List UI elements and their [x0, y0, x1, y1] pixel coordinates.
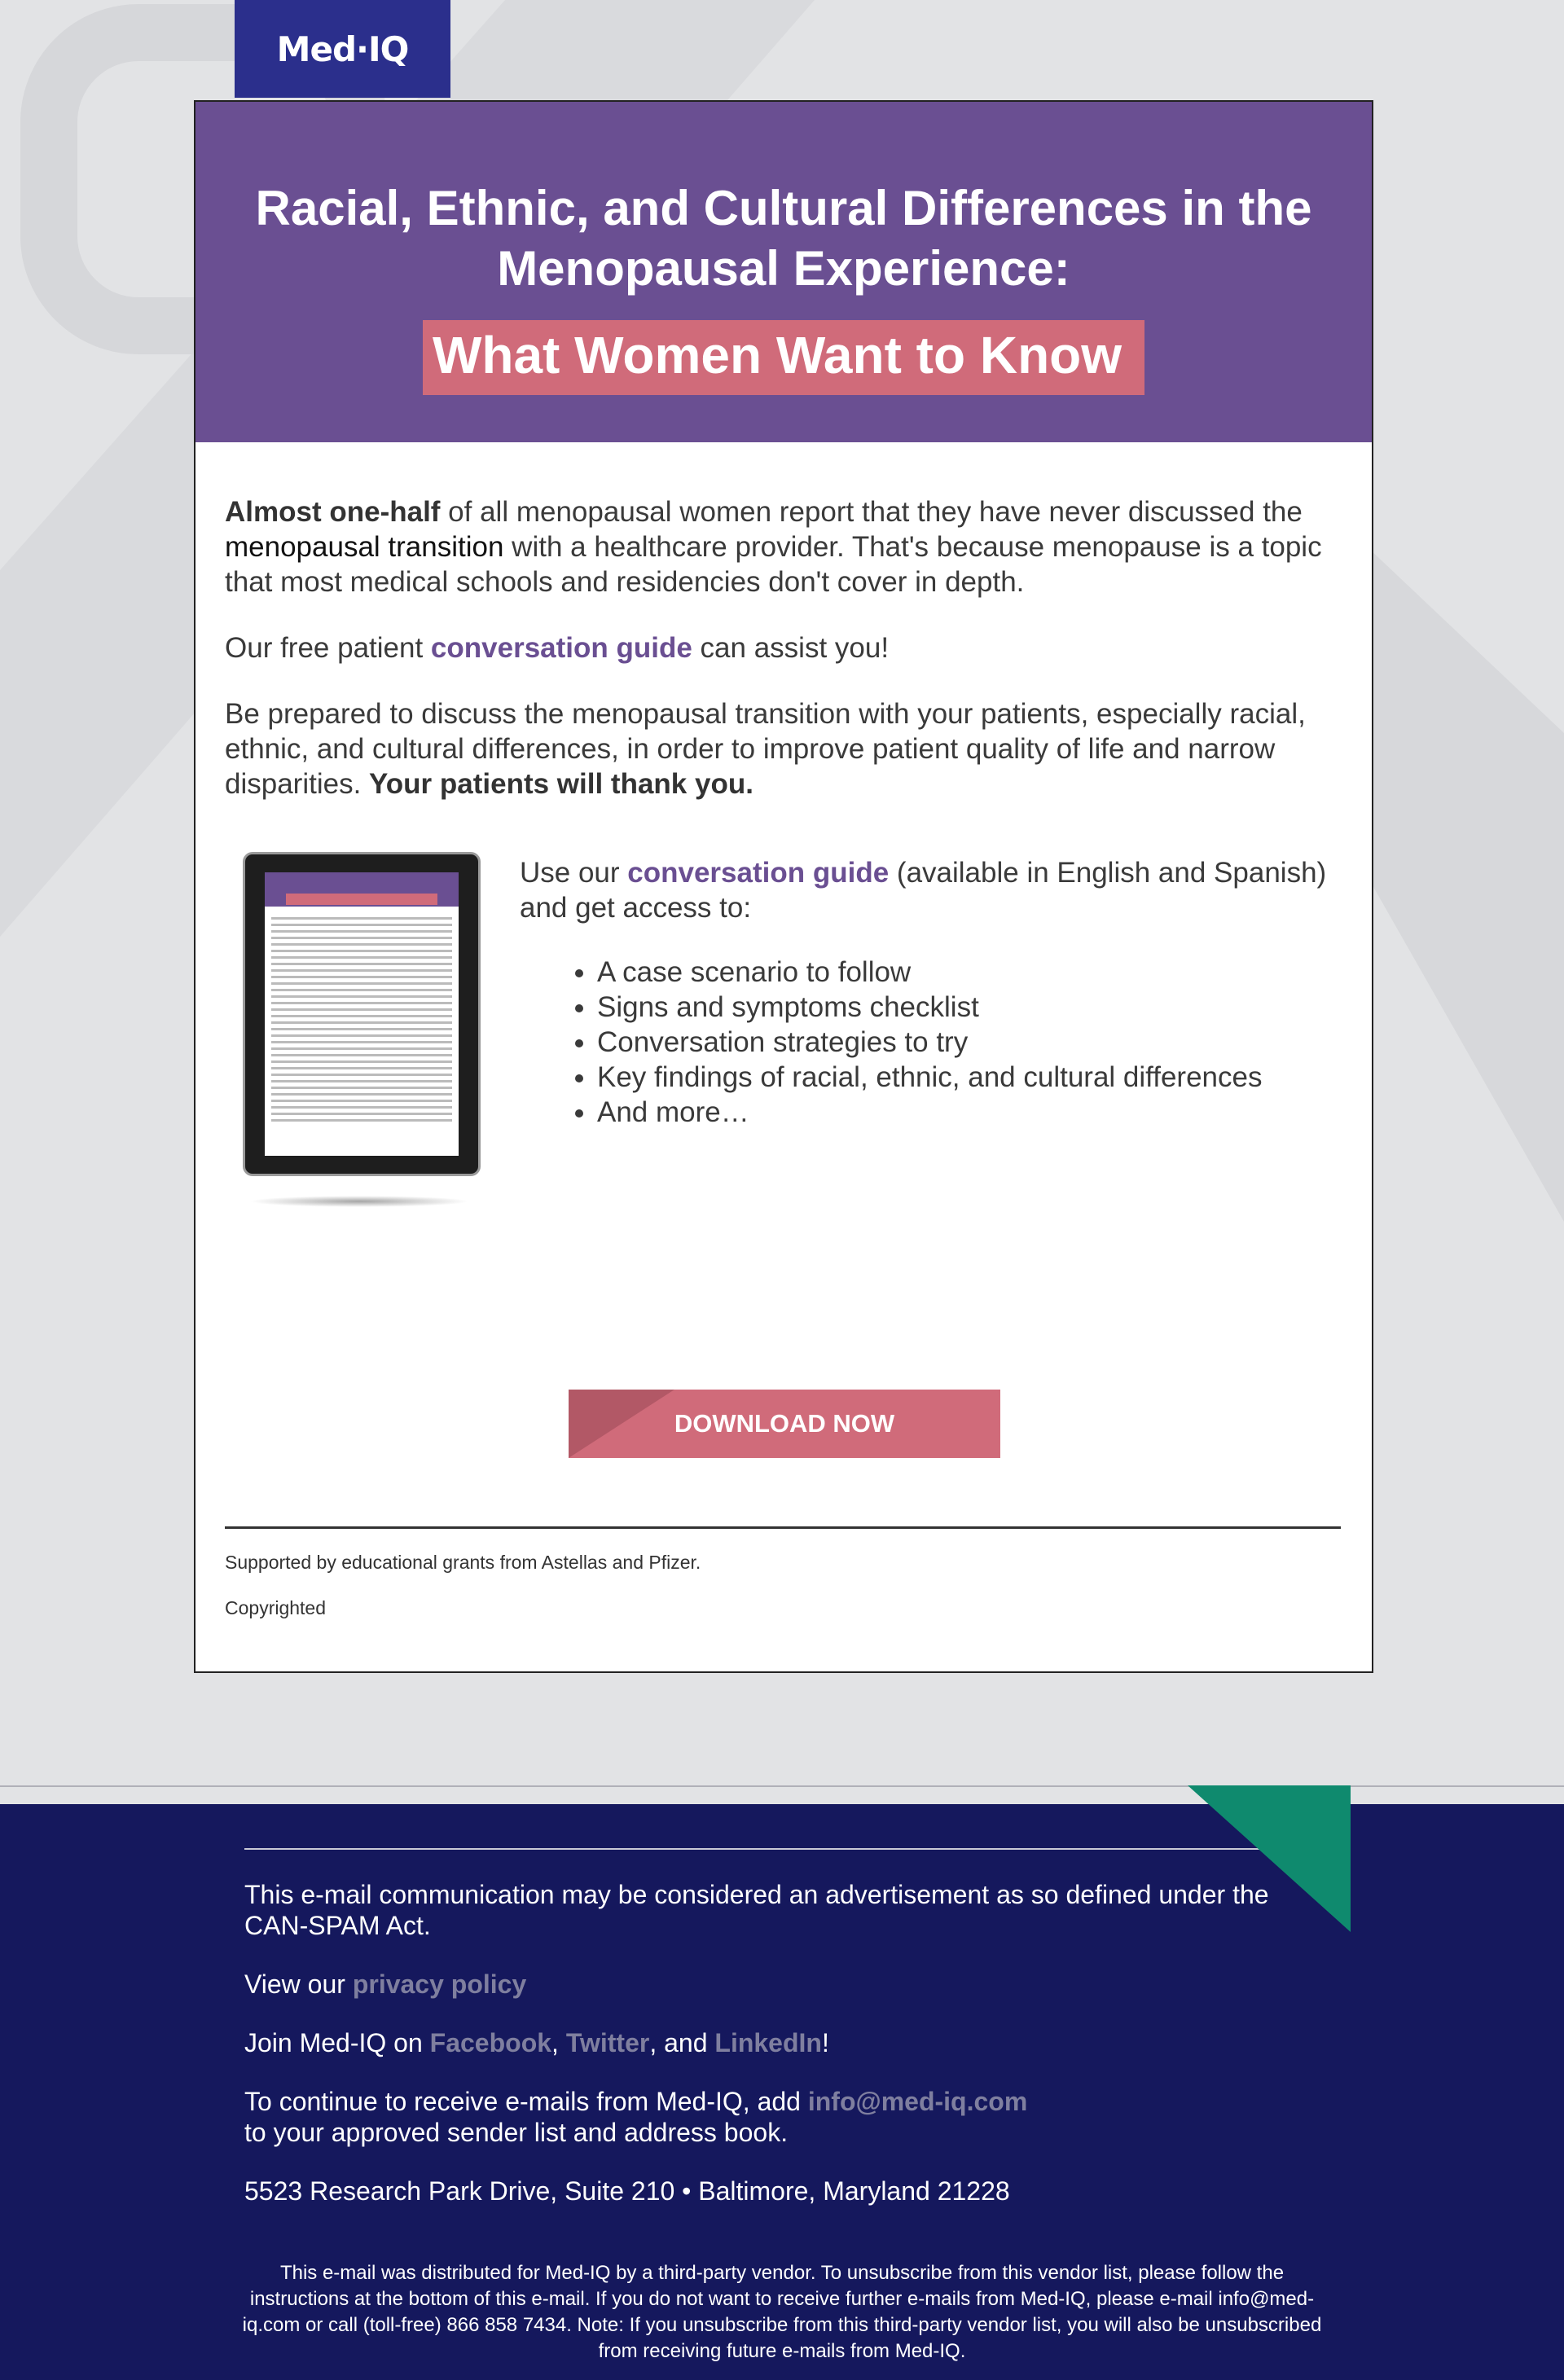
intro-bold: Almost one-half: [225, 496, 441, 528]
conversation-guide-link-2[interactable]: conversation guide: [627, 857, 890, 889]
facebook-link[interactable]: Facebook: [429, 2028, 552, 2057]
hero-title: Racial, Ethnic, and Cultural Differences in the Menopausal Experience:: [255, 181, 1312, 296]
intro-term: menopausal transition: [225, 531, 504, 563]
tablet-shadow: [249, 1196, 469, 1207]
feature-lead-before: Use our: [520, 857, 628, 889]
tablet-screen: [265, 872, 459, 1156]
prepared-bold: Your patients will thank you.: [369, 768, 753, 800]
list-item: • And more…: [597, 1095, 1341, 1130]
continue-after: to your approved sender list and address book.: [244, 2118, 789, 2147]
tablet-image: [243, 852, 481, 1176]
intro-paragraph: [225, 494, 1341, 599]
button-accent: [569, 1390, 674, 1458]
social-sep: ,: [551, 2028, 566, 2057]
privacy-before: View our: [244, 1969, 353, 1999]
continue-before: To continue to receive e-mails from Med-IQ, add: [244, 2087, 808, 2116]
list-item: • A case scenario to follow: [597, 955, 1341, 990]
guide-text-before: Our free patient: [225, 632, 431, 664]
download-now-button[interactable]: [569, 1390, 1000, 1458]
feature-lead-after: (available in English and Spanish) and get access to:: [520, 857, 1327, 924]
download-label: DOWNLOAD NOW: [674, 1409, 895, 1438]
prepared-text: Be prepared to discuss the menopausal transition with your patients, especially racial, ethnic, and cultural differences, in order to improve patient quality of life and narrow disparities.: [225, 698, 1306, 800]
hero-subtitle: What Women Want to Know: [423, 320, 1144, 395]
copyright-text: Copyrighted: [225, 1597, 327, 1618]
logo-text: Med·IQ: [276, 29, 409, 69]
email-link[interactable]: info@med-iq.com: [807, 2087, 1028, 2116]
grants-text: Supported by educational grants from Astellas and Pfizer.: [225, 1552, 701, 1573]
list-item: • Conversation strategies to try: [597, 1025, 1341, 1060]
privacy-line: [244, 1969, 1321, 2000]
footer-divider: [244, 1848, 1321, 1850]
address: 5523 Research Park Drive, Suite 210 • Baltimore, Maryland 21228: [244, 2176, 1010, 2206]
med-iq-logo[interactable]: [235, 0, 450, 98]
guide-preview[interactable]: [225, 852, 518, 1207]
guide-text-after: can assist you!: [692, 632, 890, 664]
feature-text: [518, 852, 1341, 1207]
privacy-policy-link[interactable]: privacy policy: [352, 1969, 527, 1999]
email-card: [194, 100, 1373, 1673]
fine-print: This e-mail was distributed for Med-IQ by a third-party vendor. To unsubscribe from this vendor list, please follow the instructions at the bottom of this e-mail. If you do not want to receive further e-mails from Med-IQ, please e-mail info@med-iq.com or call (toll-free) 866 858 7434. Note: If you unsubscribe from this third-party vendor list, you will also be unsubscribed from receiving future e-mails from Med-IQ.: [242, 2262, 1322, 2362]
social-after: !: [821, 2028, 829, 2057]
twitter-link[interactable]: Twitter: [565, 2028, 650, 2057]
prepared-paragraph: [225, 696, 1341, 801]
intro-text-2: with a healthcare provider. That's because menopause is a topic that most medical schools and residencies don't cover in depth.: [225, 531, 1322, 598]
list-item: • Signs and symptoms checklist: [597, 990, 1341, 1025]
intro-section: [196, 442, 1372, 1207]
hero-banner: [196, 102, 1372, 442]
footer-accent-triangle: [1188, 1785, 1351, 1932]
continue-line: [244, 2086, 1321, 2148]
feature-lead: [520, 855, 1341, 925]
intro-text-1: of all menopausal women report that they have never discussed the: [440, 496, 1303, 528]
footer-content: [244, 1848, 1321, 2234]
guide-paragraph: [225, 630, 1341, 665]
advert-notice: This e-mail communication may be considered an advertisement as so defined under the CAN-SPAM Act.: [244, 1880, 1269, 1940]
feature-list: [520, 955, 1341, 1130]
social-line: [244, 2027, 1321, 2058]
linkedin-link[interactable]: LinkedIn: [714, 2028, 822, 2057]
social-before: Join Med-IQ on: [244, 2028, 430, 2057]
feature-section: [225, 852, 1341, 1207]
list-item: • Key findings of racial, ethnic, and cultural differences: [597, 1060, 1341, 1095]
divider: [225, 1526, 1341, 1529]
conversation-guide-link[interactable]: conversation guide: [430, 632, 692, 664]
social-sep: , and: [649, 2028, 715, 2057]
